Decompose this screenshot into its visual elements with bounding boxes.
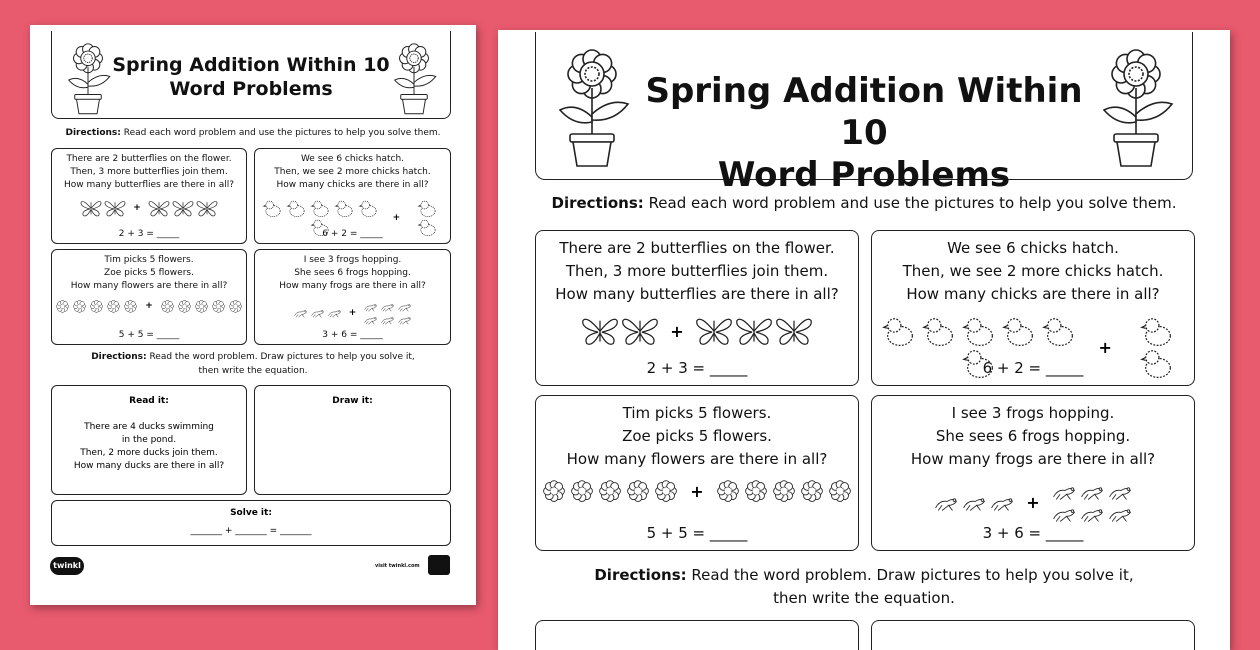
problem-line: Then, 3 more butterflies join them. (70, 167, 228, 177)
flower-icon (625, 480, 651, 502)
flower-icon (194, 300, 209, 313)
picture-row (536, 480, 858, 502)
frog-icon (989, 491, 1015, 513)
equation: 3 + 6 = _____ (322, 330, 383, 340)
frog-icon (293, 306, 308, 319)
read-it-line: How many ducks are there in all? (73, 461, 225, 471)
flower-icon (771, 480, 797, 502)
chick-icon (1001, 315, 1039, 347)
problem-line: Then, 3 more butterflies join them. (565, 262, 829, 280)
problem-line: I see 3 frogs hopping. (303, 255, 402, 265)
equation: 2 + 3 = _____ (118, 229, 180, 239)
problem-line: Zoe picks 5 flowers. (622, 427, 772, 445)
read-it-label: Read it: (129, 396, 169, 406)
problem-line: She sees 6 frogs hopping. (294, 268, 411, 278)
directions-label: Directions: (594, 566, 687, 584)
butterfly-icon (621, 315, 659, 347)
chick-icon (881, 315, 919, 347)
flower-icon (541, 480, 567, 502)
problem-line: How many butterflies are there in all? (63, 180, 235, 190)
solve-it-box (51, 500, 451, 546)
read-it-line: There are 4 ducks swimming (84, 422, 214, 432)
twinkl-logo (50, 557, 84, 575)
problem-card (51, 249, 247, 345)
flower-icon (89, 300, 104, 313)
plus-sign: + (392, 212, 401, 223)
frog-icon (1079, 480, 1105, 502)
chick-icon (417, 199, 439, 218)
problem-card (871, 395, 1195, 551)
read-it-box (51, 385, 247, 495)
directions-label: Directions: (65, 128, 121, 138)
header-box (51, 31, 451, 119)
problem-line: Tim picks 5 flowers. (622, 404, 772, 422)
picture-row (536, 315, 858, 347)
flower-icon (211, 300, 226, 313)
problem-line: I see 3 frogs hopping. (951, 404, 1115, 422)
flower-icon (743, 480, 769, 502)
butterfly-icon (80, 199, 102, 218)
frog-icon (397, 313, 412, 326)
frog-icon (310, 306, 325, 319)
butterfly-icon (104, 199, 126, 218)
picture-row (52, 300, 246, 313)
chick-icon (310, 199, 332, 218)
flower-icon (715, 480, 741, 502)
equation: 2 + 3 = _____ (646, 359, 748, 377)
plus-sign: + (670, 321, 684, 341)
problem-text (52, 254, 246, 293)
draw-it-label: Draw it: (332, 396, 373, 406)
frog-icon (327, 306, 342, 319)
worksheet-preview-large (498, 30, 1230, 650)
flower-icon (72, 300, 87, 313)
chick-icon (358, 199, 380, 218)
solve-it-line: _______ + _______ = _______ (190, 526, 312, 536)
plus-sign: + (1098, 337, 1112, 357)
directions-1 (30, 128, 476, 138)
solve-it-label: Solve it: (230, 508, 272, 518)
chick-icon (921, 315, 959, 347)
frog-icon (1107, 502, 1133, 524)
chick-icon (1041, 315, 1079, 347)
directions-1 (498, 194, 1230, 212)
problem-line: We see 6 chicks hatch. (300, 154, 405, 164)
title-line-2: Word Problems (169, 78, 333, 100)
read-it-text (52, 421, 246, 473)
flower-icon (597, 480, 623, 502)
equation: 6 + 2 = _____ (322, 229, 383, 239)
footer-url: visit twinkl.com (375, 563, 420, 569)
flower-icon (569, 480, 595, 502)
picture-row (52, 199, 246, 218)
plus-sign: + (133, 203, 141, 214)
frog-icon (933, 491, 959, 513)
frog-icon (363, 313, 378, 326)
logo-text: twinkl (53, 561, 81, 570)
chick-icon (286, 199, 308, 218)
problem-line: How many flowers are there in all? (70, 281, 228, 291)
title-line-1: Spring Addition Within 10 (645, 71, 1083, 153)
flower-icon (653, 480, 679, 502)
read-it-line: in the pond. (121, 435, 177, 445)
problem-card (51, 148, 247, 244)
header-box (535, 32, 1193, 195)
directions-text: then write the equation. (198, 366, 308, 376)
equation: 5 + 5 = _____ (118, 330, 180, 340)
footer-badge-icon (428, 555, 450, 575)
plus-sign: + (145, 301, 153, 312)
read-it-line: Then, 2 more ducks join them. (80, 448, 218, 458)
directions-text: Read each word problem and use the pictures to help you solve them. (123, 128, 441, 138)
butterfly-icon (148, 199, 170, 218)
equation: 3 + 6 = _____ (982, 524, 1084, 542)
problem-text (872, 237, 1194, 306)
chick-icon (334, 199, 356, 218)
butterfly-icon (775, 315, 813, 347)
frog-icon (363, 300, 378, 313)
problem-text (52, 153, 246, 192)
problem-line: She sees 6 frogs hopping. (935, 427, 1131, 445)
directions-text: Read the word problem. Draw pictures to help you solve it, (149, 352, 415, 362)
frog-icon (1051, 502, 1077, 524)
picture-row (872, 480, 1194, 524)
directions-label: Directions: (551, 194, 644, 212)
problem-card (535, 230, 859, 386)
problem-line: There are 2 butterflies on the flower. (66, 154, 232, 164)
butterfly-icon (581, 315, 619, 347)
picture-row (255, 300, 450, 326)
flower-pot-icon (1096, 42, 1176, 168)
plus-sign: + (348, 307, 357, 318)
equation: 6 + 2 = _____ (982, 359, 1084, 377)
worksheet-preview-small (30, 25, 476, 605)
flower-pot-icon (62, 39, 114, 115)
problem-text (255, 254, 450, 293)
problem-card (254, 148, 451, 244)
problem-line: There are 2 butterflies on the flower. (559, 239, 835, 257)
directions-label: Directions: (91, 352, 147, 362)
problem-card (871, 230, 1195, 386)
title-line-1: Spring Addition Within 10 (112, 54, 390, 76)
butterfly-icon (172, 199, 194, 218)
directions-2 (30, 350, 476, 378)
problem-text (255, 153, 450, 192)
problem-line: How many chicks are there in all? (276, 180, 429, 190)
draw-it-box (254, 385, 451, 495)
problem-line: How many chicks are there in all? (906, 285, 1160, 303)
plus-sign: + (690, 481, 704, 501)
problem-text (536, 237, 858, 306)
problem-card (254, 249, 451, 345)
equation: 5 + 5 = _____ (646, 524, 748, 542)
frog-icon (961, 491, 987, 513)
flower-icon (55, 300, 70, 313)
problem-text (872, 402, 1194, 471)
frog-icon (1079, 502, 1105, 524)
page-title (112, 53, 390, 101)
directions-text: Read the word problem. Draw pictures to help you solve it, (691, 566, 1134, 584)
flower-icon (177, 300, 192, 313)
problem-line: Tim picks 5 flowers. (104, 255, 194, 265)
frog-icon (380, 300, 395, 313)
chick-icon (961, 315, 999, 347)
page-title (636, 70, 1092, 196)
frog-icon (1107, 480, 1133, 502)
frog-icon (380, 313, 395, 326)
problem-line: Then, we see 2 more chicks hatch. (902, 262, 1164, 280)
directions-2 (498, 564, 1230, 610)
plus-sign: + (1026, 492, 1040, 512)
chick-icon (262, 199, 284, 218)
frog-icon (1051, 480, 1077, 502)
frog-icon (397, 300, 412, 313)
problem-line: How many flowers are there in all? (566, 450, 828, 468)
flower-icon (228, 300, 243, 313)
flower-icon (106, 300, 121, 313)
butterfly-icon (695, 315, 733, 347)
flower-icon (160, 300, 175, 313)
draw-it-box (871, 620, 1195, 650)
problem-line: How many butterflies are there in all? (555, 285, 839, 303)
problem-line: Then, we see 2 more chicks hatch. (274, 167, 431, 177)
problem-text (536, 402, 858, 471)
title-line-2: Word Problems (717, 155, 1011, 195)
chick-icon (1139, 315, 1177, 347)
butterfly-icon (196, 199, 218, 218)
problem-card (535, 395, 859, 551)
problem-line: How many frogs are there in all? (279, 281, 426, 291)
flower-icon (799, 480, 825, 502)
flower-icon (123, 300, 138, 313)
problem-line: We see 6 chicks hatch. (947, 239, 1119, 257)
problem-line: How many frogs are there in all? (910, 450, 1156, 468)
flower-icon (827, 480, 853, 502)
flower-pot-icon (388, 39, 440, 115)
problem-line: Zoe picks 5 flowers. (104, 268, 194, 278)
butterfly-icon (735, 315, 773, 347)
read-it-box (535, 620, 859, 650)
directions-text: Read each word problem and use the pictures to help you solve them. (648, 194, 1177, 212)
directions-text: then write the equation. (773, 589, 955, 607)
flower-pot-icon (552, 42, 632, 168)
